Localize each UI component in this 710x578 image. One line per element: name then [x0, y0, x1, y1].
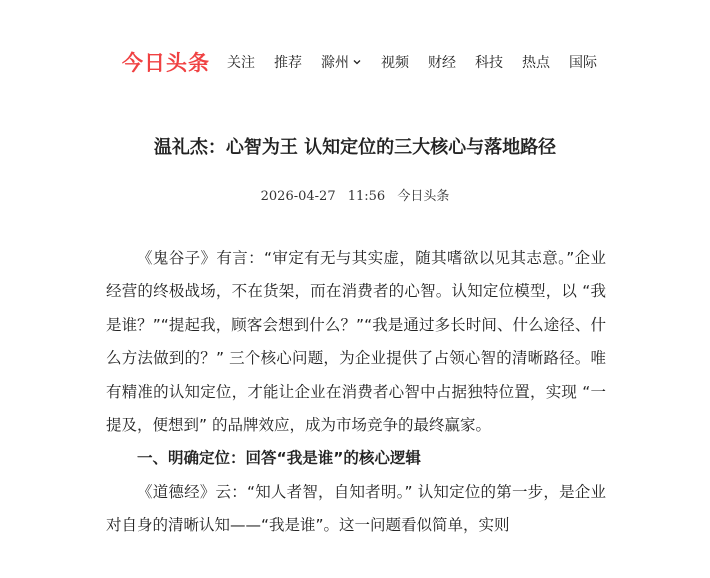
nav-item-hot[interactable]: [522, 52, 550, 72]
nav-item-recommend[interactable]: [274, 52, 302, 72]
nav-item-video[interactable]: [381, 52, 409, 72]
article-meta: [0, 185, 710, 204]
nav-item-follow[interactable]: [227, 52, 255, 72]
nav-label: 滁州: [321, 55, 349, 71]
nav-label: 科技: [475, 55, 503, 71]
article-source: 今日头条: [397, 189, 450, 204]
article-title: 温礼杰：心智为王 认知定位的三大核心与落地路径: [153, 137, 557, 158]
nav-item-finance[interactable]: [428, 52, 456, 72]
nav-label: 推荐: [274, 55, 302, 71]
publish-date: 2026-04-27: [260, 189, 336, 204]
nav-label: 国际: [569, 55, 597, 71]
paragraph: 《鬼谷子》有言：“审定有无与其实虚，随其嗜欲以见其志意。”企业经营的终极战场，不在货架，而在消费者的心智。认知定位模型，以 “我是谁？”“提起我，顾客会想到什么？”“我是通过多长时间、什么途径、什么方法做到的？” 三个核心问题，为企业提供了占领心智的清晰路径。唯有精准的认知定位，才能让企业在消费者心智中占据独特位置，实现 “一提及，便想到” 的品牌效应，成为市场竞争的最终赢家。: [106, 249, 606, 435]
nav-label: 关注: [227, 55, 255, 71]
channel-nav: [227, 52, 616, 72]
nav-label: 财经: [428, 55, 456, 71]
nav-item-tech[interactable]: [475, 52, 503, 72]
publish-time: 11:56: [347, 189, 386, 204]
article-body: [106, 242, 606, 543]
paragraph: 《道德经》云：“知人者智，自知者明。” 认知定位的第一步，是企业对自身的清晰认知——“我是谁”。这一问题看似简单，实则: [106, 482, 606, 535]
chevron-down-icon: [352, 57, 362, 67]
nav-item-local-city[interactable]: [321, 52, 362, 72]
nav-label: 热点: [522, 55, 550, 71]
top-navigation: [0, 0, 710, 125]
toutiao-logo[interactable]: 今日头条: [122, 51, 210, 75]
nav-item-international[interactable]: [569, 52, 597, 72]
section-heading: 一、明确定位：回答“我是谁”的核心逻辑: [137, 449, 421, 468]
nav-label: 视频: [381, 55, 409, 71]
